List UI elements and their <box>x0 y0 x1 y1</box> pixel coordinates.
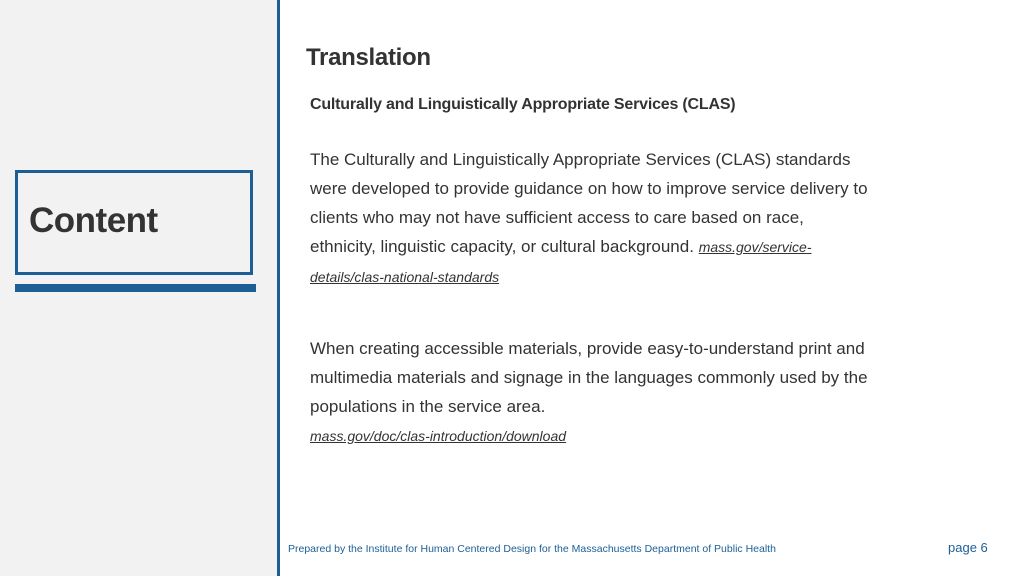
page-subtitle: Culturally and Linguistically Appropriate Services (CLAS) <box>310 96 736 113</box>
vertical-divider <box>277 0 280 576</box>
footer-credit: Prepared by the Institute for Human Centered Design for the Massachusetts Department of Public Health <box>288 543 776 555</box>
section-underline-bar <box>15 284 256 292</box>
page-number: page 6 <box>948 540 988 555</box>
clas-introduction-link[interactable]: mass.gov/doc/clas-introduction/download <box>310 428 567 444</box>
clas-paragraph-text: The Culturally and Linguistically Appropriate Services (CLAS) standards were developed to provide guidance on how to improve service delivery to clients who may not have sufficient access to care based on race, ethnicity, linguistic capacity, or cultural background. <box>310 150 868 256</box>
clas-standards-link[interactable]: mass.gov/service-details/clas-national-standards <box>310 239 812 285</box>
section-label: Content <box>29 201 158 240</box>
clas-paragraph <box>310 145 870 292</box>
page-title: Translation <box>306 44 431 71</box>
accessible-materials-paragraph: When creating accessible materials, provide easy-to-understand print and multimedia materials and signage in the languages commonly used by the populations in the service area. <box>310 339 868 416</box>
section-label-box <box>15 170 253 275</box>
